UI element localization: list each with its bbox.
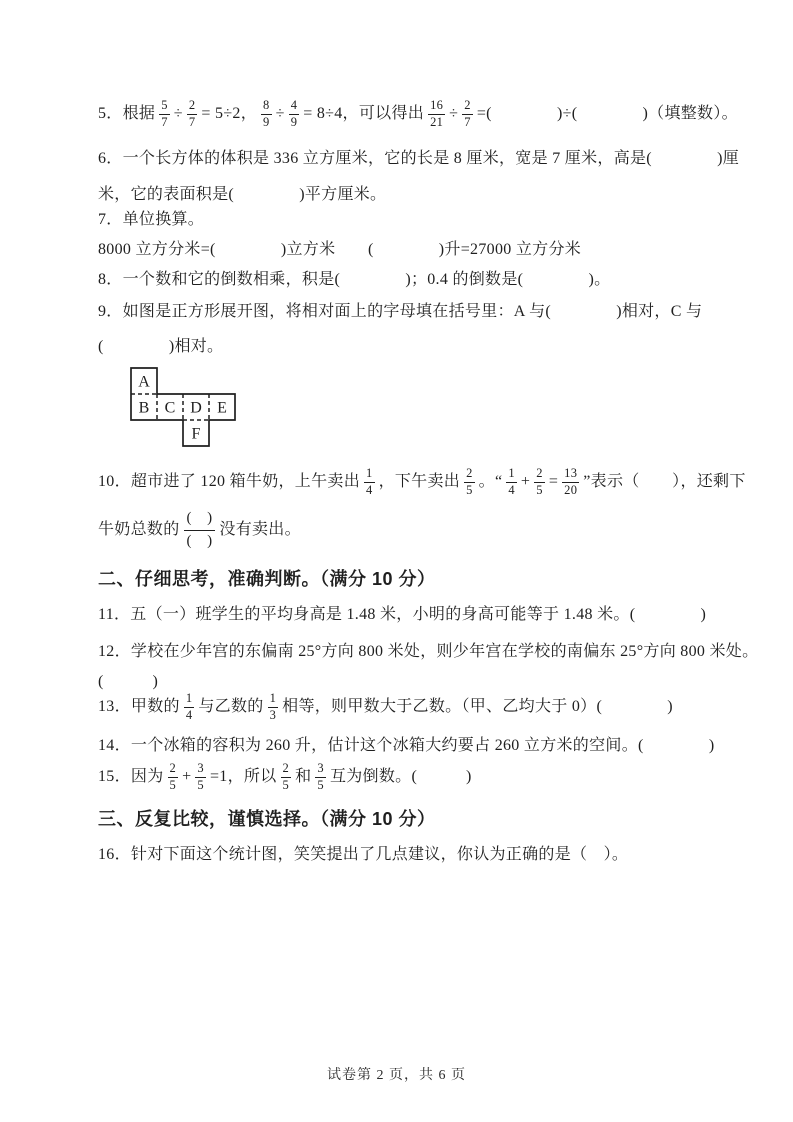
- fraction-numerator: 2: [466, 465, 473, 480]
- fraction: [187, 99, 198, 129]
- question-10-line-1: [98, 460, 746, 504]
- question-13: [98, 685, 673, 729]
- cube-net-diagram: [129, 366, 239, 450]
- fraction-denominator: 5: [466, 483, 473, 497]
- fraction-numerator: 2: [169, 760, 177, 775]
- fraction-numerator: 16: [430, 97, 444, 112]
- fraction-denominator: 5: [197, 778, 204, 792]
- fraction-numerator: ( ): [186, 509, 213, 526]
- net-cell-label-e: E: [217, 399, 227, 417]
- question-6-line-1: [98, 148, 739, 170]
- fraction: [289, 99, 300, 129]
- text-run: ( ): [98, 673, 159, 690]
- text-run: = 5÷2，: [201, 105, 258, 122]
- text-run: ”表示（ ），还剩下: [583, 473, 746, 490]
- text-run: 牛奶总数的: [98, 521, 180, 538]
- text-run: 9．如图是正方形展开图，将相对面上的字母填在括号里：A 与( )相对，C 与: [98, 303, 703, 320]
- net-cell-label-b: B: [138, 399, 150, 417]
- text-run: 二、仔细思考，准确判断。（满分 10 分）: [98, 569, 436, 589]
- question-15: [98, 755, 472, 799]
- fraction-numerator: 5: [161, 97, 168, 112]
- text-run: 米，它的表面积是( )平方厘米。: [98, 186, 387, 203]
- fraction: [195, 762, 206, 792]
- section-3-heading: [98, 806, 436, 832]
- text-run: 14．一个冰箱的容积为 260 升，估计这个冰箱大约要占 260 立方米的空间。( ): [98, 737, 715, 754]
- fraction-denominator: 5: [317, 778, 324, 792]
- text-run: 与乙数的: [198, 698, 264, 715]
- text-run: 16．针对下面这个统计图，笑笑提出了几点建议，你认为正确的是（ ）。: [98, 846, 629, 863]
- fraction: [428, 99, 445, 129]
- text-run: 三、反复比较，谨慎选择。（满分 10 分）: [98, 809, 436, 829]
- fraction: [159, 99, 170, 129]
- fraction: [562, 467, 579, 497]
- text-run: 。“: [478, 473, 503, 490]
- fraction-denominator: 4: [185, 708, 193, 722]
- net-cell-label-d: D: [190, 399, 202, 417]
- text-run: =( )÷( )（填整数）。: [476, 105, 738, 122]
- fraction-denominator: 9: [263, 115, 270, 129]
- text-run: ÷: [173, 105, 183, 122]
- text-run: ÷: [275, 105, 285, 122]
- text-run: 7．单位换算。: [98, 211, 205, 228]
- text-run: 没有卖出。: [219, 521, 301, 538]
- text-run: = 8÷4，可以得出: [303, 105, 425, 122]
- text-run: 12．学校在少年宫的东偏南 25°方向 800 米处，则少年宫在学校的南偏东 25°方向 800 米处。: [98, 643, 759, 660]
- fraction-numerator: 2: [536, 465, 543, 480]
- fraction-numerator: 2: [464, 97, 471, 112]
- text-run: 15．因为: [98, 768, 164, 785]
- fraction-numerator: 2: [188, 97, 196, 112]
- text-run: 8．一个数和它的倒数相乘，积是( )；0.4 的倒数是( )。: [98, 271, 611, 288]
- fraction-numerator: 1: [366, 465, 373, 480]
- text-run: ÷: [449, 105, 459, 122]
- question-9-line-1: [98, 301, 702, 323]
- fraction-denominator: 20: [564, 483, 578, 497]
- net-cell-label-a: A: [138, 373, 150, 391]
- fraction-numerator: 4: [290, 97, 298, 112]
- fraction-numerator: 1: [269, 690, 277, 705]
- text-run: 6．一个长方体的体积是 336 立方厘米，它的长是 8 厘米，宽是 7 厘米，高是( )厘: [98, 150, 740, 167]
- text-run: 和: [295, 768, 312, 785]
- fraction-denominator: 5: [536, 483, 543, 497]
- fraction-denominator: 7: [161, 115, 168, 129]
- text-run: 互为倒数。( ): [329, 768, 472, 785]
- fraction: [462, 99, 473, 129]
- fraction-denominator: 9: [290, 115, 298, 129]
- fraction-denominator: 5: [169, 778, 177, 792]
- fraction-denominator: 5: [282, 778, 290, 792]
- question-12-line-1: [98, 641, 758, 663]
- fraction-numerator: 2: [282, 760, 290, 775]
- fraction: [268, 692, 279, 722]
- fraction: [261, 99, 272, 129]
- section-2-heading: [98, 566, 436, 592]
- question-6-line-2: [98, 184, 386, 206]
- text-run: 13．甲数的: [98, 698, 180, 715]
- text-run: =1，所以: [209, 768, 277, 785]
- text-run: 8000 立方分米=( )立方米 ( )升=27000 立方分米: [98, 241, 582, 258]
- fraction: [184, 511, 216, 550]
- text-run: 11．五（一）班学生的平均身高是 1.48 米，小明的身高可能等于 1.48 米。( ): [98, 606, 707, 623]
- fraction-denominator: ( ): [184, 530, 216, 550]
- net-cell-label-f: F: [191, 425, 201, 443]
- fraction: [506, 467, 517, 497]
- text-run: +: [182, 768, 192, 785]
- text-run: 5．根据: [98, 105, 156, 122]
- fraction-numerator: 1: [508, 465, 515, 480]
- question-16: [98, 844, 628, 866]
- fraction-numerator: 1: [185, 690, 193, 705]
- question-9-line-2: [98, 336, 223, 358]
- net-cell-label-c: C: [164, 399, 176, 417]
- text-run: 10．超市进了 120 箱牛奶，上午卖出: [98, 473, 361, 490]
- fraction: [464, 467, 475, 497]
- fraction-denominator: 7: [188, 115, 196, 129]
- fraction: [534, 467, 545, 497]
- fraction-denominator: 4: [508, 483, 515, 497]
- question-8: [98, 269, 610, 291]
- question-7-conversion: [98, 239, 581, 261]
- fraction: [168, 762, 179, 792]
- question-10-line-2: [98, 504, 301, 556]
- fraction-denominator: 21: [430, 115, 444, 129]
- fraction-denominator: 7: [464, 115, 471, 129]
- fraction-numerator: 3: [317, 760, 324, 775]
- text-run: ，下午卖出: [378, 473, 461, 490]
- text-run: ( )相对。: [98, 338, 224, 355]
- fraction-numerator: 13: [564, 465, 578, 480]
- text-run: +: [520, 473, 531, 490]
- question-11: [98, 604, 706, 626]
- fraction-numerator: 8: [263, 97, 270, 112]
- page-footer: 试卷第 2 页，共 6 页: [327, 1068, 466, 1083]
- question-7: [98, 209, 204, 231]
- fraction: [364, 467, 375, 497]
- fraction-numerator: 3: [197, 760, 204, 775]
- fraction-denominator: 3: [269, 708, 277, 722]
- fraction: [315, 762, 326, 792]
- fraction-denominator: 4: [366, 483, 373, 497]
- question-14: [98, 735, 714, 757]
- text-run: 相等，则甲数大于乙数。（甲、乙均大于 0）( ): [282, 698, 673, 715]
- fraction: [184, 692, 195, 722]
- text-run: =: [548, 473, 559, 490]
- fraction: [281, 762, 292, 792]
- question-5: [98, 92, 738, 136]
